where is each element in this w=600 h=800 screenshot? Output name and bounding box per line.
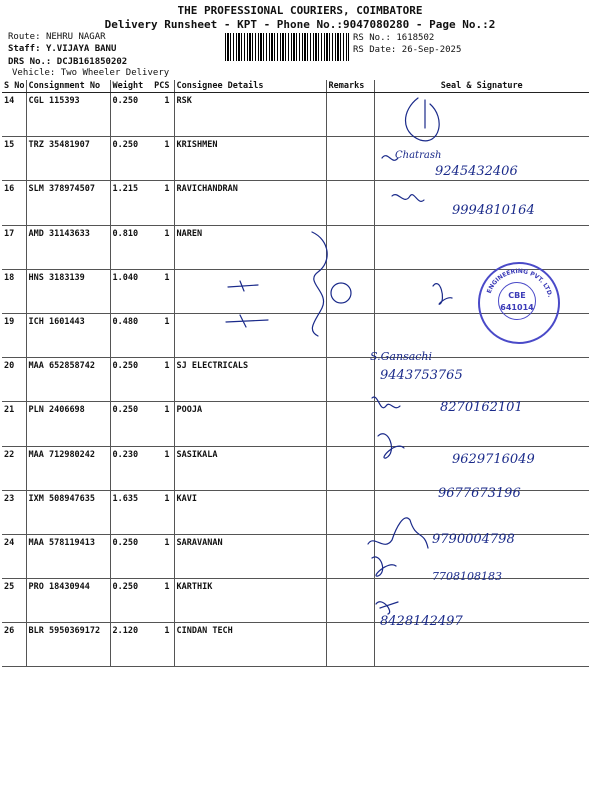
cell-weight: 0.250	[110, 93, 150, 137]
col-header-sno: S No	[4, 81, 25, 91]
runsheet-subtitle: Delivery Runsheet - KPT - Phone No.:9047080280 - Page No.:2	[104, 18, 496, 31]
cell-sno: 21	[2, 402, 26, 446]
drs-value: DCJB161850202	[56, 57, 128, 67]
company-seal-stamp	[478, 262, 560, 344]
handwriting-row15-name: Chatrash	[395, 150, 442, 161]
signature-row18-19-bracket	[312, 232, 327, 336]
cell-weight: 1.040	[110, 269, 150, 313]
handwriting-row22-phone: 9629716049	[452, 452, 535, 467]
handwriting-row16-phone: 9994810164	[452, 203, 535, 218]
handwriting-row20-phone: 9443753765	[380, 368, 463, 383]
cell-consignee: KAVI	[174, 490, 326, 534]
cell-consignment-no: IXM 508947635	[26, 490, 110, 534]
stamp-city: CBE	[508, 291, 526, 300]
handwriting-row24-phone: 9790004798	[432, 532, 515, 547]
stamp-pin: 641014	[500, 303, 534, 312]
cell-consignment-no: TRZ 35481907	[26, 137, 110, 181]
cell-consignee: KRISHMEN	[174, 137, 326, 181]
cell-pcs: 1	[150, 402, 174, 446]
cell-pcs: 1	[150, 358, 174, 402]
cell-pcs: 1	[150, 579, 174, 623]
cell-pcs: 1	[150, 137, 174, 181]
handwriting-row20-name: S.Gansachi	[370, 350, 433, 363]
col-header-pcs: PCS	[150, 80, 174, 93]
cell-pcs: 1	[150, 269, 174, 313]
cell-weight: 0.250	[110, 402, 150, 446]
cell-sno: 16	[2, 181, 26, 225]
cell-consignment-no: MAA 578119413	[26, 534, 110, 578]
cell-sno: 24	[2, 534, 26, 578]
handwriting-row25-phone: 7708108183	[432, 570, 502, 583]
route-value: NEHRU NAGAR	[45, 32, 106, 42]
cell-sno: 15	[2, 137, 26, 181]
cell-sno: 22	[2, 446, 26, 490]
stamp-center	[498, 282, 536, 320]
cell-sno: 19	[2, 313, 26, 357]
cell-consignee: SJ ELECTRICALS	[174, 358, 326, 402]
cell-weight: 0.480	[110, 313, 150, 357]
col-header-consignment: Consignment No	[26, 80, 110, 93]
col-header-weight: Weight	[110, 80, 150, 93]
cell-consignment-no: SLM 378974507	[26, 181, 110, 225]
cell-weight: 0.810	[110, 225, 150, 269]
signature-stamp-tick	[433, 284, 452, 305]
cell-consignee: RAVICHANDRAN	[174, 181, 326, 225]
cell-weight: 1.635	[110, 490, 150, 534]
vehicle-label: Vehicle:	[12, 68, 56, 78]
stamp-ring-textpath: ENGINEERING PVT. LTD.	[485, 267, 554, 299]
cell-weight: 0.250	[110, 137, 150, 181]
cell-pcs: 1	[150, 490, 174, 534]
signature-row21	[372, 397, 400, 408]
dash-mark-row18	[228, 281, 258, 291]
cell-consignment-no: CGL 115393	[26, 93, 110, 137]
signature-row22	[378, 434, 404, 458]
signature-row25	[372, 557, 396, 576]
col-header-seal-signature: Seal & Signature	[374, 80, 589, 93]
handwriting-row15-phone: 9245432406	[435, 164, 518, 179]
cell-consignment-no: PRO 18430944	[26, 579, 110, 623]
cell-consignment-no: BLR 5950369172	[26, 623, 110, 667]
cell-weight: 0.250	[110, 358, 150, 402]
rs-no-value: 1618502	[396, 33, 435, 43]
cell-consignee: SASIKALA	[174, 446, 326, 490]
company-title: THE PROFESSIONAL COURIERS, COIMBATORE	[177, 4, 423, 17]
staff-label: Staff:	[8, 44, 41, 54]
cell-pcs: 1	[150, 534, 174, 578]
handwriting-row21-phone: 8270162101	[440, 400, 523, 415]
col-header-consignee: Consignee Details	[174, 80, 326, 93]
cell-sno: 26	[2, 623, 26, 667]
cell-weight: 2.120	[110, 623, 150, 667]
cell-consignee: KARTHIK	[174, 579, 326, 623]
cell-consignee: POOJA	[174, 402, 326, 446]
cell-pcs: 1	[150, 225, 174, 269]
cell-weight: 1.215	[110, 181, 150, 225]
cell-pcs: 1	[150, 623, 174, 667]
cell-pcs: 1	[150, 93, 174, 137]
rs-date-value: 26-Sep-2025	[401, 45, 462, 55]
cell-sno: 25	[2, 579, 26, 623]
cell-consignment-no: HNS 3183139	[26, 269, 110, 313]
signature-row26	[376, 602, 398, 614]
cell-weight: 0.250	[110, 534, 150, 578]
cell-pcs: 1	[150, 181, 174, 225]
cell-sno: 17	[2, 225, 26, 269]
rs-date-label: RS Date:	[353, 45, 397, 55]
signature-row14	[406, 98, 440, 141]
cell-sno: 14	[2, 93, 26, 137]
vehicle-value: Two Wheeler Delivery	[60, 68, 170, 78]
cell-sno: 20	[2, 358, 26, 402]
cell-consignment-no: MAA 652858742	[26, 358, 110, 402]
cell-weight: 0.250	[110, 579, 150, 623]
cell-weight: 0.230	[110, 446, 150, 490]
route-label: Route:	[8, 32, 41, 42]
cell-consignee: NAREN	[174, 225, 326, 269]
drs-label: DRS No.:	[8, 57, 52, 67]
cell-consignee: SARAVANAN	[174, 534, 326, 578]
cell-sno: 23	[2, 490, 26, 534]
cell-consignment-no: PLN 2406698	[26, 402, 110, 446]
col-header-remarks: Remarks	[326, 80, 374, 93]
cell-sno: 18	[2, 269, 26, 313]
handwriting-row26-phone: 8428142497	[380, 614, 463, 629]
staff-value: Y.VIJAYA BANU	[45, 44, 117, 54]
cell-consignee: RSK	[174, 93, 326, 137]
signature-row24	[368, 518, 428, 548]
circled-mark	[331, 283, 351, 303]
cell-consignment-no: ICH 1601443	[26, 313, 110, 357]
cell-pcs: 1	[150, 446, 174, 490]
cell-consignment-no: AMD 31143633	[26, 225, 110, 269]
dash-mark-row19	[226, 315, 268, 327]
cell-consignee: CINDAN TECH	[174, 623, 326, 667]
handwriting-row23-phone: 9677673196	[438, 486, 521, 501]
cell-pcs: 1	[150, 313, 174, 357]
cell-consignment-no: MAA 712980242	[26, 446, 110, 490]
rs-no-label: RS No.:	[353, 33, 391, 43]
signature-row16-scribble	[392, 195, 424, 202]
